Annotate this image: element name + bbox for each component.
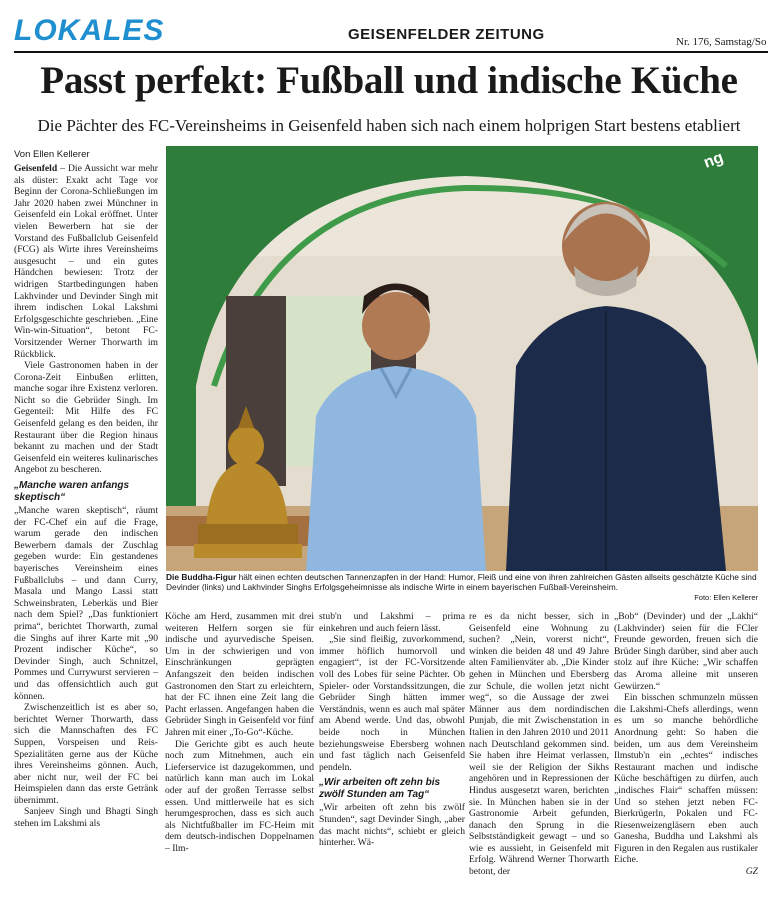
- paragraph: Geisenfeld – Die Aussicht war mehr als düster: Exakt acht Tage vor Beginn der Corona-Schließungen im Jahr 2020 haben zwei Münchner in Geisenfeld ein Lokal eröffnet. Unter vielen Bewerbern hat sie der Vorstand des Fußballclub Geisenfeld (FCG) als Wirte ihres Vereinsheims ausgesucht – und ein gutes Händchen bewiesen: Trotz der widrigen Startbedingungen haben Lakhvinder und Devinder Singh mit ihrem indischen Lokal Lakshmi Erfolgsgeschichte geschrieben. „Eine Win-win-Situation“, betont FC-Vorsitzender Werner Thorwarth im Rückblick.: [14, 163, 158, 360]
- byline: Von Ellen Kellerer: [14, 149, 90, 160]
- caption-lead: Die Buddha-Figur: [166, 572, 237, 582]
- article-column-2: [165, 611, 314, 854]
- photo-credit: Foto: Ellen Kellerer: [694, 593, 758, 602]
- paragraph: „Manche waren skeptisch“, räumt der FC-Chef ein auf die Frage, warum gerade den indischen Bewerbern damals der Zuschlag gegeben wurde: Ein gestandenes bayerisches Vereinsheim eines Fußballclubs – und dann Curry, Masala und Mango Lassi statt Schweinsbraten, Leberkäs und Bier nach dem Spiel? „Das funktioniert prima“, berichtet Thorwarth, zumal die Singhs auf ihrer Karte mit „90 Prozent indischer Küche“, so Devinder Singh, auch Schnitzel, Pommes und Currywurst servieren – und das offensichtlich auch gut können.: [14, 505, 158, 702]
- paragraph: re es da nicht besser, sich in Geisenfeld eine Wohnung zu suchen? „Nein, vorerst nicht“, winken die beiden 48 und 49 Jahre alten Familienväter ab. „Die Kinder gehen in München und Ebersberg zur Schule, die wollen jetzt nicht weg“, so die Aussage der zwei Männer aus dem nordindischen Punjab, die mit Zwischenstation in Italien in den Jahren 2010 und 2011 nach Deutschland gekommen sind. Sie haben ihre Heimat verlassen, weil sie der Religion der Sikhs angehören und in Repressionen der Hindus ausgesetzt waren, berichten sie. In München haben sie in der Gastronomie Arbeit gefunden, danach den Sprung in die Selbstständigkeit gewagt – und so wie es aussieht, in Geisenfeld mit Erfolg. Während Werner Thorwarth betont, der: [469, 611, 609, 878]
- subheadline: Die Pächter des FC-Vereinsheims in Geisenfeld haben sich nach einem holprigen Start bestens etabliert: [37, 116, 741, 135]
- paragraph: Die Gerichte gibt es auch heute noch zum Mitnehmen, auch ein Lieferservice ist dazugekommen, und natürlich kann man auch im Lokal oder auf der großen Terrasse selbst essen. Und mittlerweile hat es sich herumgesprochen, dass es sich auch als Nichtfußballer im FC-Heim mit dem deutsch-indischen Doppelnamen – Ilm-: [165, 738, 314, 854]
- article-column-5: [614, 611, 758, 878]
- paragraph: stub'n und Lakshmi – prima einkehren und auch feiern lässt.: [319, 611, 465, 634]
- sign-text: ng: [701, 149, 726, 172]
- paragraph: Köche am Herd, zusammen mit drei weiteren Helfern sorgen sie für indische und ayurvedische Speisen. Um in der schwierigen und von Einschränkungen geprägten Anfangszeit den beiden indischen Gastronomen den Start zu erleichtern, hat der FC ihnen eine Zeit lang die Pacht erlassen. Angefangen haben die Gebrüder Singh in Geisenfeld vor fünf Jahren mit einer „To-Go“-Küche.: [165, 611, 314, 738]
- paragraph: Sanjeev Singh und Bhagti Singh stehen im Lakshmi als: [14, 806, 158, 830]
- author-initials: GZ: [745, 866, 758, 878]
- paragraph: „Sie sind fleißig, zuvorkommend, immer höflich humorvoll und engagiert“, ist der FC-Vorsitzende voll des Lobes für seine Pächter. Ob Spieler- oder Vorstandssitzungen, die Gebrüder Singh hätten immer Verständnis, wenn es auch mal später am Abend werde. Und das, obwohl beide noch in München beziehungsweise Ebersberg wohnen und fast täglich nach Geisenfeld pendeln.: [319, 634, 465, 773]
- dateline: Geisenfeld: [14, 163, 58, 174]
- article-column-1: [14, 163, 158, 830]
- newspaper-name: GEISENFELDER ZEITUNG: [348, 26, 545, 43]
- paragraph: Viele Gastronomen haben in der Corona-Zeit Einbußen erlitten, manche sogar ihre Existenz verloren. Nicht so die Gebrüder Singh. Im Gegenteil: Mit Hilfe des FC Geisenfeld gelang es den beiden, ihr Restaurant über die Region hinaus bekannt zu machen und der Stadt Geisenfeld ein weiteres kulinarisches Angebot zu bescheren.: [14, 360, 158, 476]
- photo-illustration: [166, 146, 758, 571]
- paragraph: „Bob“ (Devinder) und der „Lakhi“ (Lakhvinder) seien für die FCler Freunde geworden, freuen sich die Brüder Singh darüber, sind aber auch stolz auf ihre Küche: „Wir schaffen das Aroma alleine mit unseren Gewürzen.“: [614, 611, 758, 692]
- masthead: [0, 0, 768, 54]
- section-title: LOKALES: [14, 14, 165, 47]
- article-column-3: [319, 611, 465, 849]
- issue-info: Nr. 176, Samstag/So: [676, 36, 767, 48]
- headline: Passt perfekt: Fußball und indische Küche: [40, 59, 738, 102]
- caption-text: hält einen echten deutschen Tannenzapfen in der Hand: Humor, Fleiß und eine von ihren zahlreichen Gästen allseits geschätzte Küche sind Devinder (links) und Lakhvinder Singhs Erfolgsgeheimnisse als indische Wirte in einem bayerischen Fußball-Vereinsheim.: [166, 572, 757, 592]
- subheading: „Manche waren anfangs skeptisch“: [14, 480, 130, 503]
- article-column-4: [469, 611, 609, 878]
- paragraph: Zwischenzeitlich ist es aber so, berichtet Werner Thorwarth, dass sich die Mannschaften des FC Suppen, Vorspeisen und Reis-Spezialitäten gerne aus der Küche ihres Vereinsheims gönnen. Auch, aber nicht nur, weil der FC bei Heimspielen dann das erste Getränk übernimmt.: [14, 702, 158, 806]
- paragraph: Ein bisschen schmunzeln müssen die Lakshmi-Chefs allerdings, wenn es um so manche behördliche Anordnung geht: So haben die beiden, um aus dem Vereinsheim Ilmstub'n ein „echtes“ indisches Restaurant machen und indische Küche beschäftigen zu dürfen, auch „indisches Flair“ schaffen müssen: Und so stehen jetzt neben FC-Bierkrügerln, Pokalen und FC-Riesenweizengläsern eben auch Ganesha, Buddha und Lakshmi als Figuren in den Regalen aus rustikaler Eiche.: [614, 692, 758, 866]
- subheading: „Wir arbeiten oft zehn bis zwölf Stunden am Tag“: [319, 777, 441, 800]
- paragraph: „Wir arbeiten oft zehn bis zwölf Stunden“, sagt Devinder Singh, „aber das macht nichts“, schiebt er gleich hinterher. Wä-: [319, 802, 465, 849]
- masthead-rule: [14, 51, 768, 53]
- photo-caption: [166, 572, 758, 592]
- article-photo: [166, 146, 758, 571]
